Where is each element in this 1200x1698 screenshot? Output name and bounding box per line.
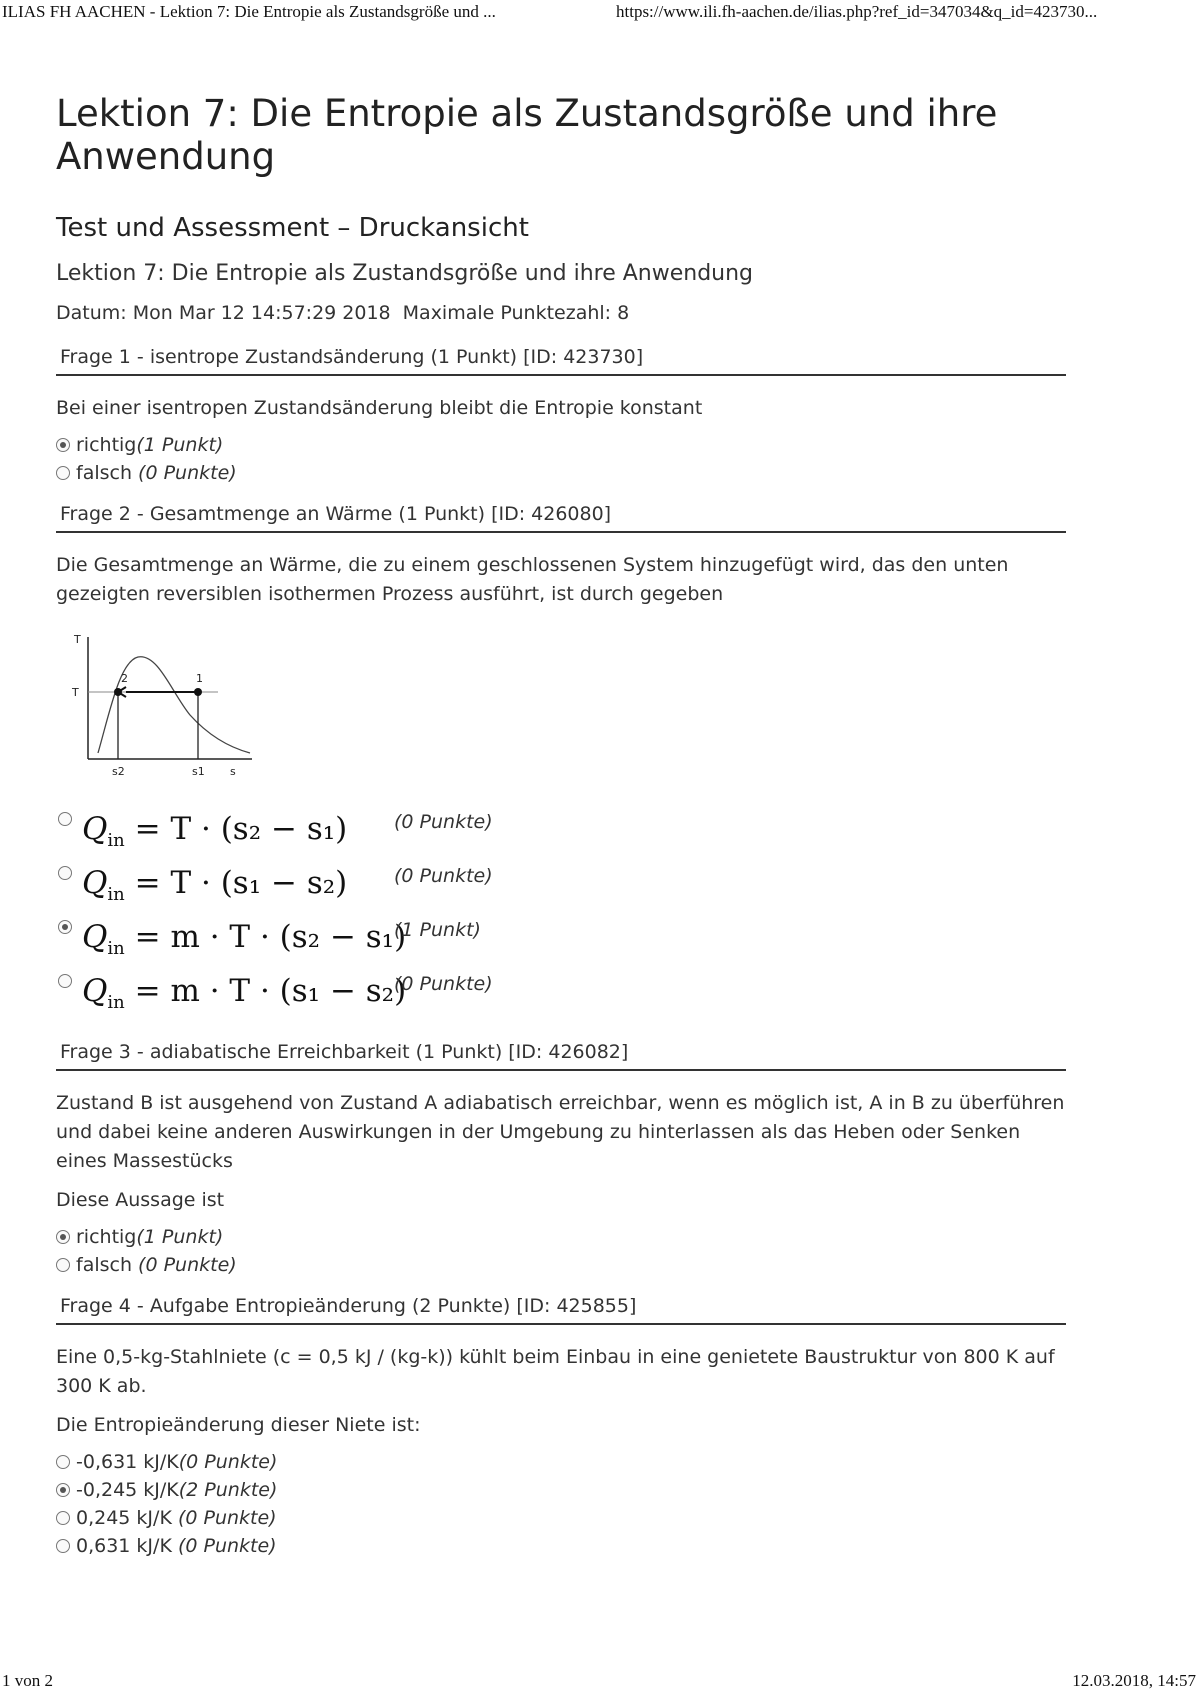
ts-diagram-s2-label: s2 <box>112 765 125 778</box>
print-timestamp: 12.03.2018, 14:57 <box>1072 1671 1196 1690</box>
question-4-option-4[interactable] <box>56 1532 1066 1560</box>
question-3-options <box>56 1223 1066 1279</box>
question-1-header: Frage 1 - isentrope Zustandsänderung (1 Punkt) [ID: 423730] <box>56 344 1066 376</box>
option-points: (0 Punkte) <box>394 811 493 833</box>
print-header-title: ILIAS FH AACHEN - Lektion 7: Die Entropie als Zustandsgröße und ... <box>2 2 496 21</box>
radio-selected-icon[interactable] <box>58 920 72 934</box>
radio-icon[interactable] <box>58 974 72 988</box>
option-points: (0 Punkte) <box>178 1451 278 1473</box>
ts-diagram-x-axis-label: s <box>230 765 236 778</box>
option-label: richtig <box>76 1226 137 1248</box>
option-label: falsch <box>76 462 132 484</box>
ts-diagram-point-1 <box>194 688 202 696</box>
question-1-option-2[interactable] <box>56 459 1066 487</box>
page-subheading: Test und Assessment – Druckansicht <box>56 213 529 243</box>
test-date: Datum: Mon Mar 12 14:57:29 2018 <box>56 302 391 324</box>
question-4-options <box>56 1448 1066 1560</box>
option-points: (0 Punkte) <box>138 462 237 484</box>
formula: $Q_{in} = m \cdot T \cdot (s_1 - s_2)$ <box>82 973 407 1014</box>
question-3-option-2[interactable] <box>56 1251 1066 1279</box>
formula: $Q_{in} = T \cdot (s_1 - s_2)$ <box>82 865 348 906</box>
radio-icon[interactable] <box>56 1455 70 1469</box>
option-label: -0,631 kJ/K <box>76 1451 179 1473</box>
radio-icon[interactable] <box>58 866 72 880</box>
option-points: (0 Punkte) <box>394 865 493 887</box>
option-points: (0 Punkte) <box>177 1507 277 1529</box>
option-label: 0,631 kJ/K <box>76 1535 172 1557</box>
radio-selected-icon[interactable] <box>56 1230 70 1244</box>
radio-icon[interactable] <box>58 812 72 826</box>
question-2-option-1[interactable] <box>56 809 1066 863</box>
question-3-header: Frage 3 - adiabatische Erreichbarkeit (1 Punkt) [ID: 426082] <box>56 1039 1066 1071</box>
question-4-option-2[interactable] <box>56 1476 1066 1504</box>
ts-diagram <box>68 631 278 791</box>
option-label: -0,245 kJ/K <box>76 1479 179 1501</box>
option-label: falsch <box>76 1254 132 1276</box>
option-label: richtig <box>76 434 137 456</box>
test-title: Lektion 7: Die Entropie als Zustandsgröße und ihre Anwendung <box>56 261 754 286</box>
question-1-option-1[interactable] <box>56 431 1066 459</box>
option-points: (0 Punkte) <box>177 1535 277 1557</box>
ts-diagram-y-axis-label: T <box>74 633 81 646</box>
question-1-options <box>56 431 1066 487</box>
question-4-text: Eine 0,5-kg-Stahlniete (c = 0,5 kJ / (kg-k)) kühlt beim Einbau in eine genietete Baustruktur von 800 K auf 300 K ab. <box>56 1346 1055 1397</box>
question-2-header: Frage 2 - Gesamtmenge an Wärme (1 Punkt) [ID: 426080] <box>56 501 1066 533</box>
ts-diagram-t-tick-label: T <box>72 686 79 699</box>
question-3-text-2: Diese Aussage ist <box>56 1189 225 1211</box>
page-title: Lektion 7: Die Entropie als Zustandsgröße und ihre Anwendung <box>56 92 998 178</box>
radio-icon[interactable] <box>56 466 70 480</box>
question-2-option-3[interactable] <box>56 917 1066 971</box>
question-2-options <box>56 809 1066 1025</box>
formula: $Q_{in} = T \cdot (s_2 - s_1)$ <box>82 811 348 852</box>
ts-diagram-s1-label: s1 <box>192 765 205 778</box>
print-header <box>0 2 1200 26</box>
question-4-option-1[interactable] <box>56 1448 1066 1476</box>
question-4-text-2: Die Entropieänderung dieser Niete ist: <box>56 1414 421 1436</box>
option-points: (1 Punkt) <box>136 1226 224 1248</box>
option-points: (0 Punkte) <box>394 973 493 995</box>
radio-selected-icon[interactable] <box>56 1483 70 1497</box>
radio-selected-icon[interactable] <box>56 438 70 452</box>
ts-diagram-point-2-label: 2 <box>121 672 128 685</box>
option-points: (0 Punkte) <box>138 1254 237 1276</box>
question-3-text: Zustand B ist ausgehend von Zustand A adiabatisch erreichbar, wenn es möglich ist, A in B zu überführen und dabei keine anderen Auswirkungen in der Umgebung zu hinterlassen als das Heben oder Senken eines Massestücks <box>56 1092 1065 1172</box>
option-points: (1 Punkt) <box>394 919 481 941</box>
question-1-text: Bei einer isentropen Zustandsänderung bleibt die Entropie konstant <box>56 397 703 419</box>
ts-diagram-point-1-label: 1 <box>196 672 203 685</box>
option-points: (2 Punkte) <box>178 1479 278 1501</box>
question-2-option-2[interactable] <box>56 863 1066 917</box>
formula: $Q_{in} = m \cdot T \cdot (s_2 - s_1)$ <box>82 919 407 960</box>
radio-icon[interactable] <box>56 1539 70 1553</box>
test-max-points: Maximale Punktezahl: 8 <box>402 302 630 324</box>
document-content <box>56 92 1066 1560</box>
ts-diagram-point-2 <box>114 688 122 696</box>
option-points: (1 Punkt) <box>136 434 224 456</box>
radio-icon[interactable] <box>56 1258 70 1272</box>
question-2-option-4[interactable] <box>56 971 1066 1025</box>
page-counter: 1 von 2 <box>2 1671 53 1690</box>
test-meta <box>56 300 1066 326</box>
print-header-url: https://www.ili.fh-aachen.de/ilias.php?ref_id=347034&q_id=423730... <box>616 2 1098 21</box>
question-4-option-3[interactable] <box>56 1504 1066 1532</box>
question-4-header: Frage 4 - Aufgabe Entropieänderung (2 Punkte) [ID: 425855] <box>56 1293 1066 1325</box>
question-2-text: Die Gesamtmenge an Wärme, die zu einem geschlossenen System hinzugefügt wird, das den unten gezeigten reversiblen isothermen Prozess ausführt, ist durch gegeben <box>56 554 1009 605</box>
question-3-option-1[interactable] <box>56 1223 1066 1251</box>
radio-icon[interactable] <box>56 1511 70 1525</box>
option-label: 0,245 kJ/K <box>76 1507 172 1529</box>
